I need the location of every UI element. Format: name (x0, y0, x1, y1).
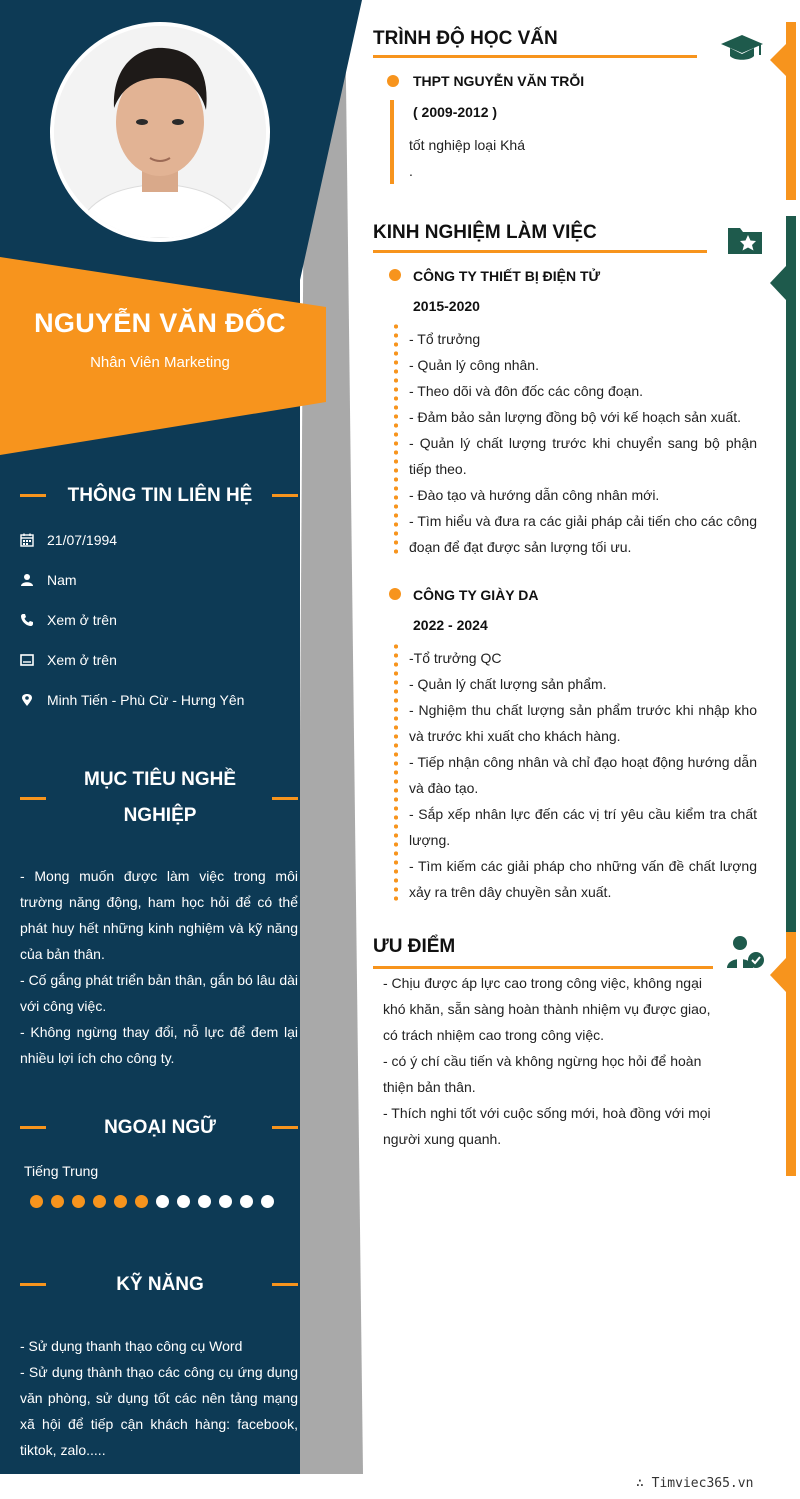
phone-icon (20, 613, 34, 627)
language-level-dot-empty (219, 1195, 232, 1208)
job-line: - Quản lý công nhân. (409, 357, 539, 373)
language-name: Tiếng Trung (24, 1163, 99, 1179)
calendar-icon (20, 533, 34, 547)
contact-address (20, 689, 310, 711)
job-line: - Nghiệm thu chất lượng sản phẩm trước khi nhập kho và trước khi xuất cho khách hàng. (409, 702, 757, 744)
skills-title: KỸ NĂNG (116, 1274, 204, 1295)
objective-line: - Không ngừng thay đổi, nỗ lực để đem lại nhiều lợi ích cho công ty. (20, 1024, 298, 1066)
language-level-dot-filled (51, 1195, 64, 1208)
job-line: - Quản lý chất lượng trước khi chuyển sang bộ phận tiếp theo. (409, 435, 757, 477)
contact-gender (20, 569, 310, 591)
skill-line: - Sử dụng thành thạo các công cụ ứng dụng văn phòng, sử dụng tốt các nên tảng mạng xã hội để tiếp cận khách hàng: facebook, tiktok, zalo..... (20, 1364, 298, 1458)
strength-line: - Thích nghi tốt với cuộc sống mới, hoà đồng với mọi người xung quanh. (383, 1105, 711, 1147)
title-dash-right (272, 1283, 298, 1286)
contact-email (20, 649, 310, 671)
job-timeline-dots (394, 642, 398, 904)
contact-email-text: Xem ở trên (47, 652, 117, 668)
job-line: - Tiếp nhận công nhân và chỉ đạo hoạt động hướng dẫn và đào tạo. (409, 754, 757, 796)
job-company: CÔNG TY THIẾT BỊ ĐIỆN TỬ (413, 268, 601, 284)
language-level-dot-filled (30, 1195, 43, 1208)
language-level-dot-filled (114, 1195, 127, 1208)
experience-title: KINH NGHIỆM LÀM VIỆC (373, 222, 597, 243)
email-icon (20, 653, 34, 667)
strength-line: - Chịu được áp lực cao trong công việc, không ngại khó khăn, sẵn sàng hoàn thành nhiệm vụ được giao, có trách nhiệm cao trong công việc. (383, 975, 711, 1043)
job-line: - Đảm bảo sản lượng đồng bộ với kế hoạch sản xuất. (409, 409, 742, 425)
languages-title: NGOẠI NGỮ (104, 1117, 216, 1138)
location-pin-icon (20, 693, 34, 707)
experience-title-underline (373, 250, 707, 253)
contact-phone-text: Xem ở trên (47, 612, 117, 628)
strength-line: - có ý chí cầu tiến và không ngừng học hỏi để hoàn thiện bản thân. (383, 1053, 702, 1095)
job-line: - Tổ trưởng (409, 331, 481, 347)
language-level-dot-filled (135, 1195, 148, 1208)
job-bullet (389, 588, 401, 600)
skill-line: - Sử dụng thanh thạo công cụ Word (20, 1338, 243, 1354)
job-line: - Theo dõi và đôn đốc các công đoạn. (409, 383, 644, 399)
job-description (409, 326, 757, 560)
user-icon (20, 573, 34, 587)
profile-photo (54, 26, 266, 238)
language-level-dot-filled (72, 1195, 85, 1208)
contact-phone (20, 609, 310, 631)
objective-title-line1: MỤC TIÊU NGHỀ (84, 769, 236, 790)
language-level-dot-filled (93, 1195, 106, 1208)
job-line: - Tìm kiếm các giải pháp cho những vấn đề chất lượng xảy ra trên dây chuyền sản xuất. (409, 858, 757, 900)
skills-text (20, 1333, 298, 1463)
site-watermark: ∴ Timviec365.vn (636, 1476, 754, 1491)
job-period: 2015-2020 (413, 298, 480, 314)
education-detail: tốt nghiệp loại Khá (409, 137, 525, 153)
job-line: - Đào tạo và hướng dẫn công nhân mới. (409, 487, 660, 503)
objective-text (20, 863, 298, 1071)
title-dash-right (272, 797, 298, 800)
job-description (409, 645, 757, 905)
education-period: ( 2009-2012 ) (413, 104, 498, 120)
contact-gender-text: Nam (47, 572, 77, 588)
objective-line: - Cố gắng phát triển bản thân, gắn bó lâu dài với công việc. (20, 972, 298, 1014)
candidate-name: NGUYỄN VĂN ĐỐC (34, 308, 286, 338)
title-dash-right (272, 1126, 298, 1129)
user-check-icon (726, 934, 766, 975)
language-level-dots (30, 1195, 282, 1208)
language-level-dot-empty (240, 1195, 253, 1208)
language-level-dot-empty (198, 1195, 211, 1208)
job-line: - Tìm hiểu và đưa ra các giải pháp cải tiến cho các công đoạn để đạt được sản lượng tối ưu. (409, 513, 757, 555)
job-period: 2022 - 2024 (413, 617, 488, 633)
job-company: CÔNG TY GIÀY DA (413, 587, 539, 603)
contact-address-text: Minh Tiến - Phù Cừ - Hưng Yên (47, 692, 245, 708)
education-bullet (387, 75, 399, 87)
education-school: THPT NGUYỄN VĂN TRỖI (413, 73, 585, 89)
objective-line: - Mong muốn được làm việc trong môi trường năng động, ham học hỏi để có thể phát huy hết những kinh nghiệm và kỹ năng của bản thân. (20, 868, 298, 962)
contact-birthday-text: 21/07/1994 (47, 532, 118, 548)
job-line: -Tổ trưởng QC (409, 650, 502, 666)
candidate-role: Nhân Viên Marketing (90, 354, 230, 371)
sidebar (0, 0, 330, 1474)
briefcase-star-icon (726, 222, 764, 261)
contact-birthday (20, 529, 310, 551)
strengths-title: ƯU ĐIỂM (373, 936, 456, 957)
objective-title-line2: NGHIỆP (123, 805, 197, 826)
job-bullet (389, 269, 401, 281)
language-level-dot-empty (156, 1195, 169, 1208)
education-extra: . (409, 163, 413, 179)
graduation-cap-icon (720, 33, 764, 68)
avatar (54, 26, 266, 238)
job-timeline-dots (394, 322, 398, 558)
strengths-text (383, 970, 725, 1152)
education-title-underline (373, 55, 697, 58)
education-title: TRÌNH ĐỘ HỌC VẤN (373, 28, 558, 49)
strengths-title-underline (373, 966, 713, 969)
education-timeline-bar (390, 100, 394, 184)
title-dash-right (272, 494, 298, 497)
contact-title: THÔNG TIN LIÊN HỆ (67, 485, 253, 506)
language-level-dot-empty (261, 1195, 274, 1208)
language-level-dot-empty (177, 1195, 190, 1208)
job-line: - Sắp xếp nhân lực đến các vị trí yêu cầu kiểm tra chất lượng. (409, 806, 757, 848)
job-line: - Quản lý chất lượng sản phẩm. (409, 676, 607, 692)
